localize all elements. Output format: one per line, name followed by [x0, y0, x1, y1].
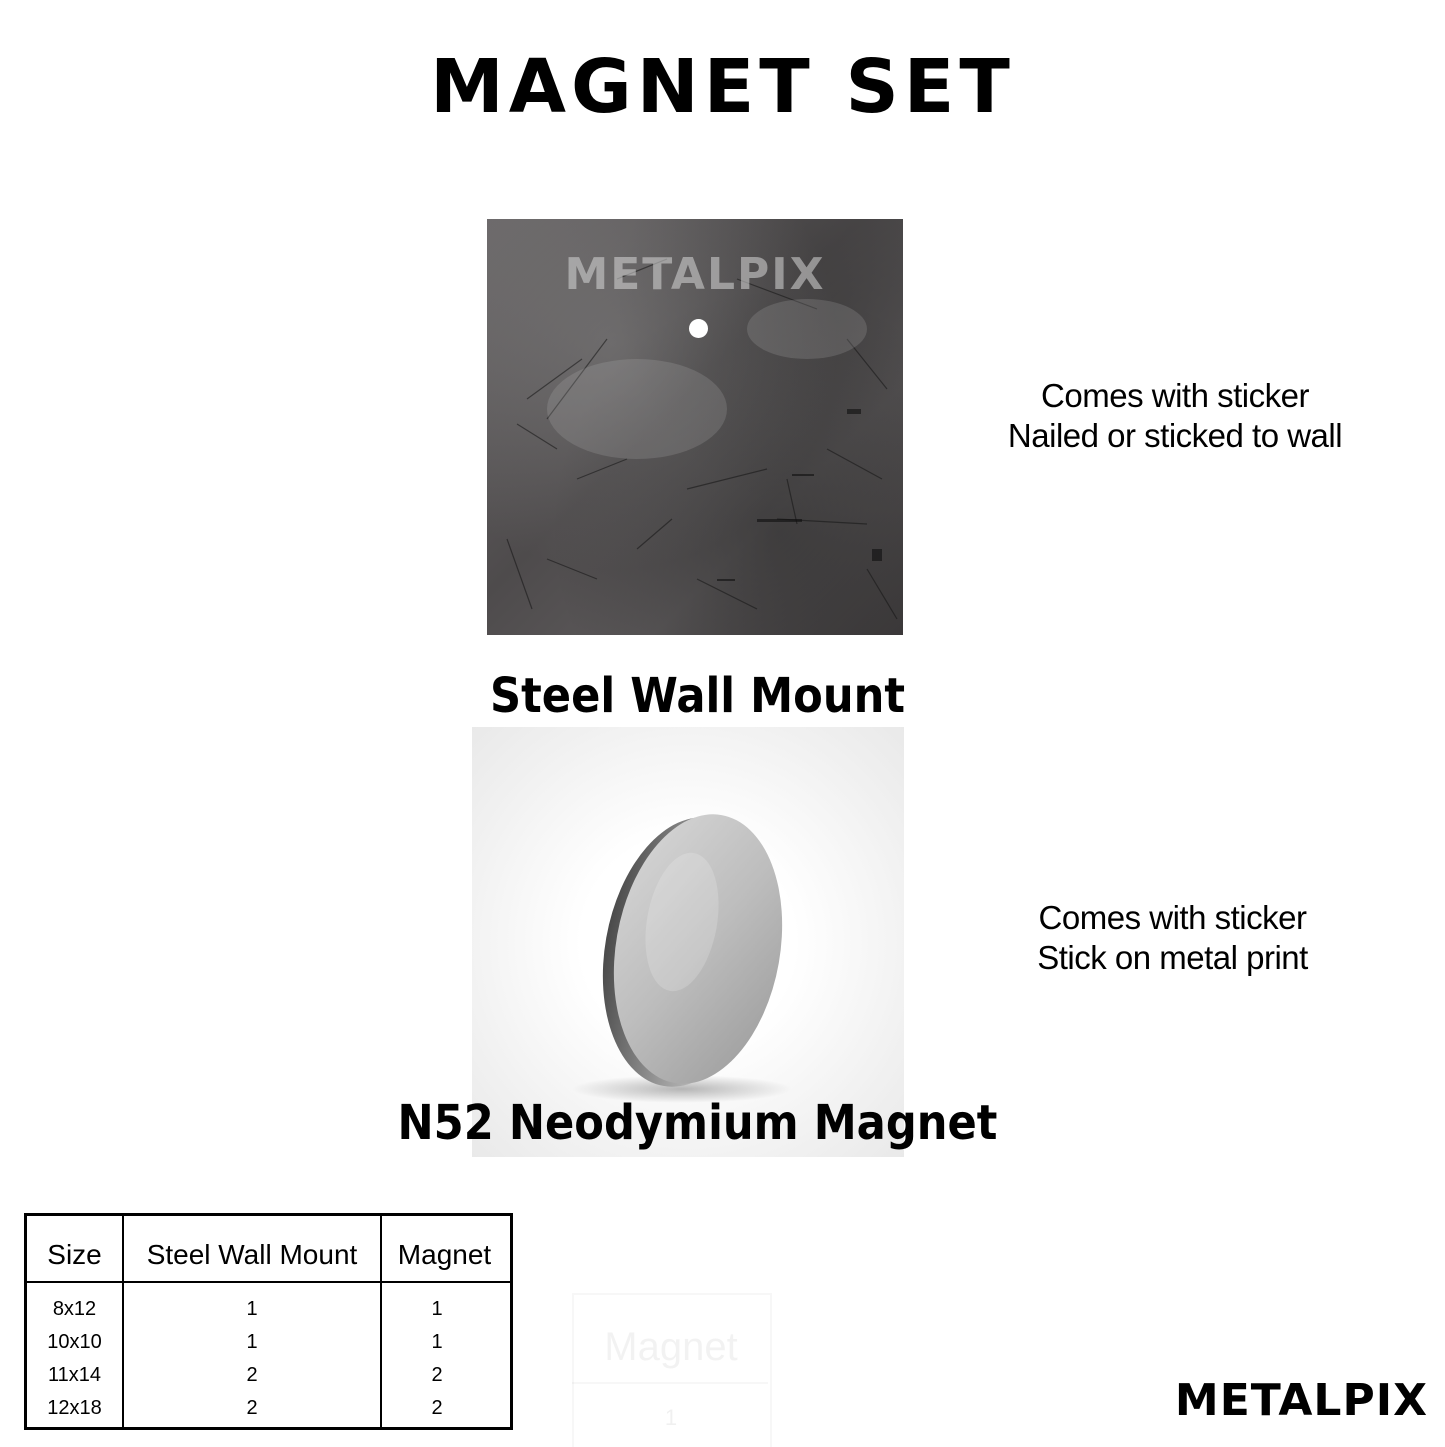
- table-cell-size: 8x12: [52, 1298, 97, 1320]
- quantity-table: [24, 1213, 513, 1430]
- steel-plate-image: [487, 219, 903, 635]
- table-header-size: Size: [47, 1239, 102, 1270]
- table-cell-steel: 1: [246, 1331, 258, 1353]
- table-cell-size: 12x18: [47, 1397, 102, 1419]
- table-header-divider: [27, 1281, 510, 1283]
- note-line: Comes with sticker: [1038, 899, 1307, 936]
- page-title: MAGNET SET: [430, 44, 1015, 130]
- neodymium-magnet-note: [990, 898, 1355, 978]
- table-cell-magnet: 2: [431, 1364, 443, 1386]
- mount-hole: [689, 319, 708, 338]
- note-line: Stick on metal print: [1037, 939, 1308, 976]
- ghost-table-header: Magnet: [604, 1325, 738, 1369]
- table-header-magnet: Magnet: [397, 1239, 492, 1270]
- table-cell-steel: 2: [246, 1364, 258, 1386]
- plate-logo: METALPIX: [564, 249, 826, 300]
- brand-logo: METALPIX: [1174, 1375, 1428, 1426]
- table-cell-steel: 2: [246, 1397, 258, 1419]
- table-header-steel-wall-mount: Steel Wall Mount: [146, 1239, 358, 1270]
- table-cell-magnet: 1: [431, 1331, 443, 1353]
- ghost-table-value: 1: [664, 1405, 678, 1430]
- magnet-disc-image: [472, 727, 904, 1157]
- note-line: Comes with sticker: [1041, 377, 1309, 414]
- note-line: Nailed or sticked to wall: [1007, 417, 1343, 454]
- table-cell-size: 10x10: [47, 1331, 102, 1353]
- table-cell-magnet: 1: [431, 1298, 443, 1320]
- magnet-disc: [472, 727, 904, 1157]
- steel-wall-mount-note: [990, 376, 1360, 456]
- table-cell-steel: 1: [246, 1298, 258, 1320]
- ghost-table-divider: [572, 1382, 768, 1384]
- table-cell-size: 11x14: [47, 1364, 101, 1386]
- table-cell-magnet: 2: [431, 1397, 443, 1419]
- steel-wall-mount-label: Steel Wall Mount: [490, 668, 905, 724]
- neodymium-magnet-label: N52 Neodymium Magnet: [397, 1095, 998, 1151]
